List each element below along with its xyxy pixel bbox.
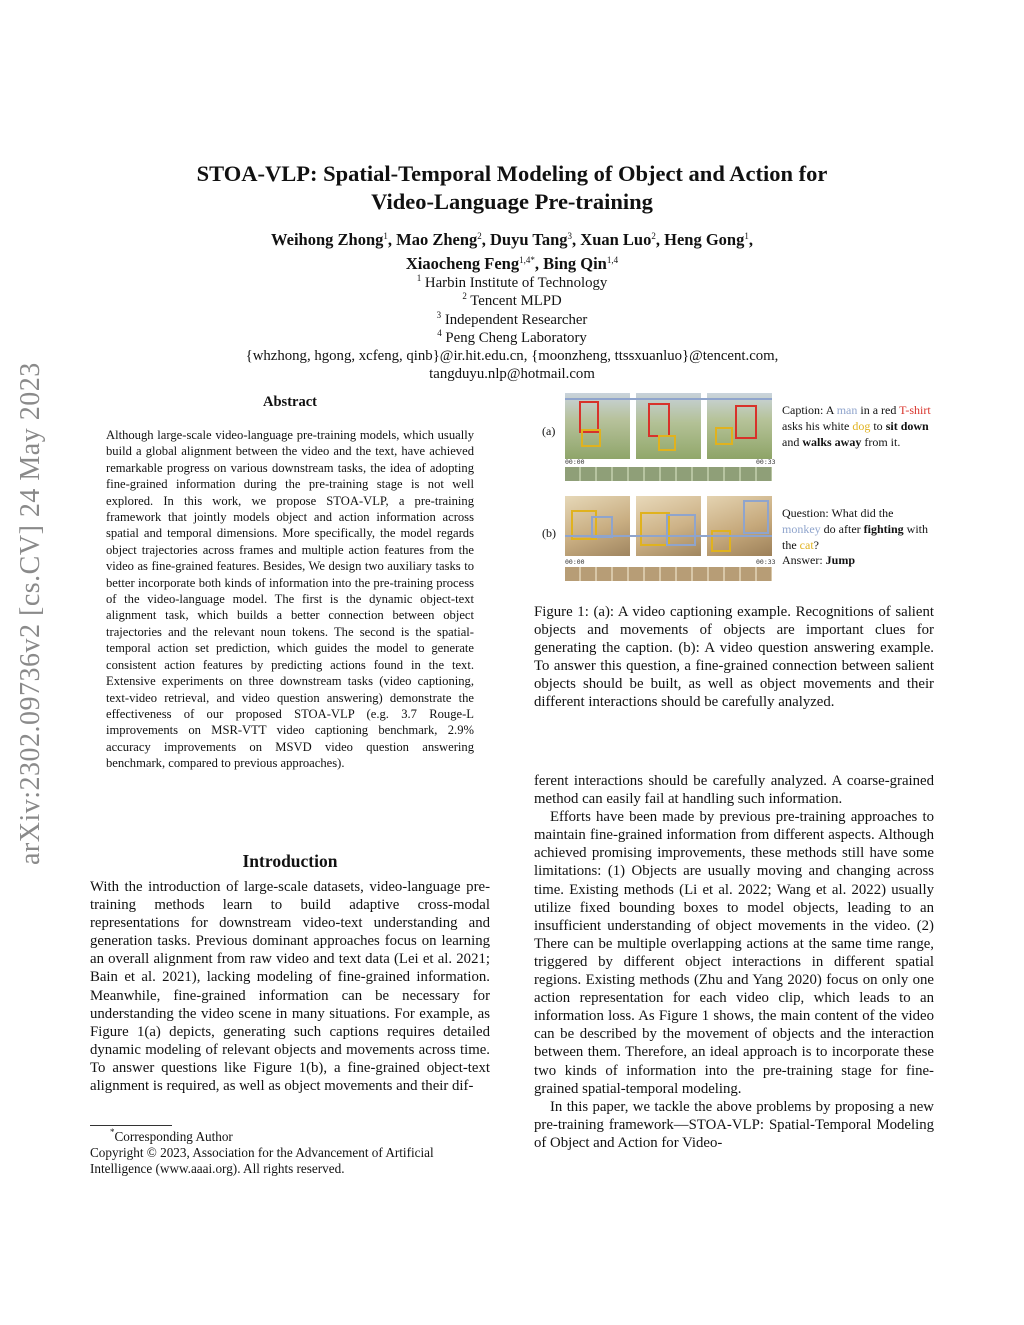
author-name: Duyu Tang: [490, 230, 568, 249]
paragraph: Efforts have been made by previous pre-training approaches to maintain fine-grained information from different aspects. Although achieved promising improvements, these methods still have some limitations: (1) Objects are usually moving and changing across time. Existing methods (Li et al. 2022; Wang et al. 2022) usually utilize fixed bounding boxes to model objects, leading to an insufficient understanding of object movements in the video. (2) There can be multiple overlapping actions at the same time range, triggered by different object interactions in different spatial regions. Existing methods (Zhu and Yang 2020) focus on only one action representation for each video clip, which leads to an information loss. As Figure 1 shows, the main content of the video can be described by the movement of objects and the interaction between them. Therefore, an ideal approach is to incorporate these two kinds of information into the pre-training stage for fine-grained spatial-temporal modeling.: [534, 809, 934, 1097]
author-name: Bing Qin: [543, 254, 607, 273]
right-column-text: [534, 772, 934, 1152]
caption-text: Caption: A man in a red T-shirt asks his white dog to sit down and walks away from it.: [782, 403, 931, 449]
author-affil-mark: 3: [567, 231, 573, 241]
figure-label-b: (b): [542, 526, 556, 540]
affiliations: [140, 274, 884, 384]
author-affil-mark: 1,4*: [519, 255, 535, 265]
arxiv-identifier: arXiv:2302.09736v2 [cs.CV] 24 May 2023: [15, 362, 46, 865]
affiliation-4: $^4$ Peng Cheng Laboratory: [437, 327, 587, 346]
email-line-1: {whzhong, hgong, xcfeng, qinb}@ir.hit.edu.cn, {moonzheng, ttssxuanluo}@tencent.com,: [245, 348, 779, 365]
paragraph: In this paper, we tackle the above problems by proposing a new pre-training framework—STOA-VLP: Spatial-Temporal Modeling of Object and Action for Video-: [534, 1098, 934, 1151]
footnote-rule: [90, 1125, 172, 1126]
author-name: Mao Zheng: [396, 230, 478, 249]
timecode-start-b: 00:00: [565, 558, 585, 566]
paragraph: ferent interactions should be carefully analyzed. A coarse-grained method can easily fail at handling such information.: [534, 773, 934, 808]
abstract-heading: Abstract: [263, 394, 317, 410]
author-affil-mark: 2: [651, 231, 656, 241]
author-list: Weihong Zhong$^1$, Mao Zheng$^2$, Duyu Tang$^3$, Xuan Luo$^2$, Heng Gong$^1$, Xiaocheng Feng$^{1,4*}$, Bing Qin$^{1,4}$: [271, 230, 753, 273]
frame-strip-a: [565, 467, 772, 481]
figure-label-a: (a): [542, 424, 556, 438]
author-affil-mark: 1,4: [606, 255, 619, 265]
copyright-notice: Copyright © 2023, Association for the Advancement of Artificial Intelligence (www.aaai.org). All rights reserved.: [90, 1145, 434, 1176]
affiliation-3: $^3$ Independent Researcher: [436, 309, 588, 328]
author-affil-mark: 1: [744, 231, 749, 241]
email-line-2: tangduyu.nlp@hotmail.com: [429, 366, 595, 383]
title-line-1: STOA-VLP: Spatial-Temporal Modeling of Object and Action for: [196, 161, 828, 186]
author-name: Weihong Zhong: [271, 230, 384, 249]
track-lines-a: [565, 393, 772, 459]
title-line-2: Video-Language Pre-training: [371, 189, 653, 214]
paper-title: [140, 160, 884, 216]
corresponding-author-note: *Corresponding Author: [110, 1127, 233, 1144]
question-text: Question: What did the monkey do after fighting with the cat? Answer: Jump: [782, 506, 932, 569]
abstract-text: Although large-scale video-language pre-training models, which usually build a global alignment between the video and the text, have achieved remarkable progress on various downstream tasks, the idea of adopting fine-grained information during the pre-training stage is not well explored. In this work, we propose STOA-VLP, a pre-training framework that jointly models object and action information across spatial and temporal dimensions. More specifically, the model regards object trajectories across frames and multiple action features from the video as fine-grained features. Besides, We design two auxiliary tasks to better incorporate both kinds of information into the pre-training process of the video-language model. The first is the dynamic object-text alignment task, which builds a better connection between object trajectories and the relevant noun tokens. The second is the spatial-temporal action set prediction, which guides the model to generate consistent action features by predicting actions found in the text. Extensive experiments on three downstream tasks (video captioning, text-video retrieval, and video question answering) demonstrate the effectiveness of our proposed STOA-VLP (e.g. 3.7 Rouge-L improvements on MSR-VTT video captioning benchmark, 2.9% accuracy improvements on MSVD video question answering benchmark, compared to previous approaches).: [106, 428, 474, 771]
answer-text: Answer: Jump: [782, 553, 856, 568]
footnote: [90, 1129, 490, 1177]
figure-1-caption: Figure 1: (a): A video captioning example. Recognitions of salient objects and movements of objects are important clues for generating the caption. (b): A video question answering example. To answer this question, a fine-grained connection between salient objects should be built, as well as object movements and their different interactions should be carefully analyzed.: [534, 604, 934, 711]
timecode-start-a: 00:00: [565, 458, 585, 466]
author-affil-mark: 1: [383, 231, 388, 241]
timecode-end-b: 00:33: [756, 558, 776, 566]
introduction-heading: Introduction: [242, 851, 338, 871]
affiliation-1: $^1$ Harbin Institute of Technology: [416, 273, 608, 291]
author-name: Xiaocheng Feng: [405, 254, 520, 273]
author-affil-mark: 2: [477, 231, 482, 241]
affiliation-2: $^2$ Tencent MLPD: [462, 291, 562, 310]
author-name: Heng Gong: [664, 230, 745, 249]
introduction-text: With the introduction of large-scale datasets, video-language pre-training methods learn to build adaptive cross-modal representations for downstream video-text understanding and generation tasks. Previous dominant approaches focus on learning an overall alignment from raw video and text data (Lei et al. 2021; Bain et al. 2021), lacking modeling of fine-grained information. Meanwhile, fine-grained information can be necessary for understanding the video scene in many situations. For example, as Figure 1(a) depicts, generating such captions requires detailed dynamic modeling of relevant objects and movements across time. To answer questions like Figure 1(b), a fine-grained object-text alignment is required, as well as object movements and their dif-: [90, 879, 490, 1095]
track-lines-b: [565, 496, 772, 556]
author-name: Xuan Luo: [580, 230, 652, 249]
frame-strip-b: [565, 567, 772, 581]
timecode-end-a: 00:33: [756, 458, 776, 466]
figure-1: [540, 390, 934, 590]
